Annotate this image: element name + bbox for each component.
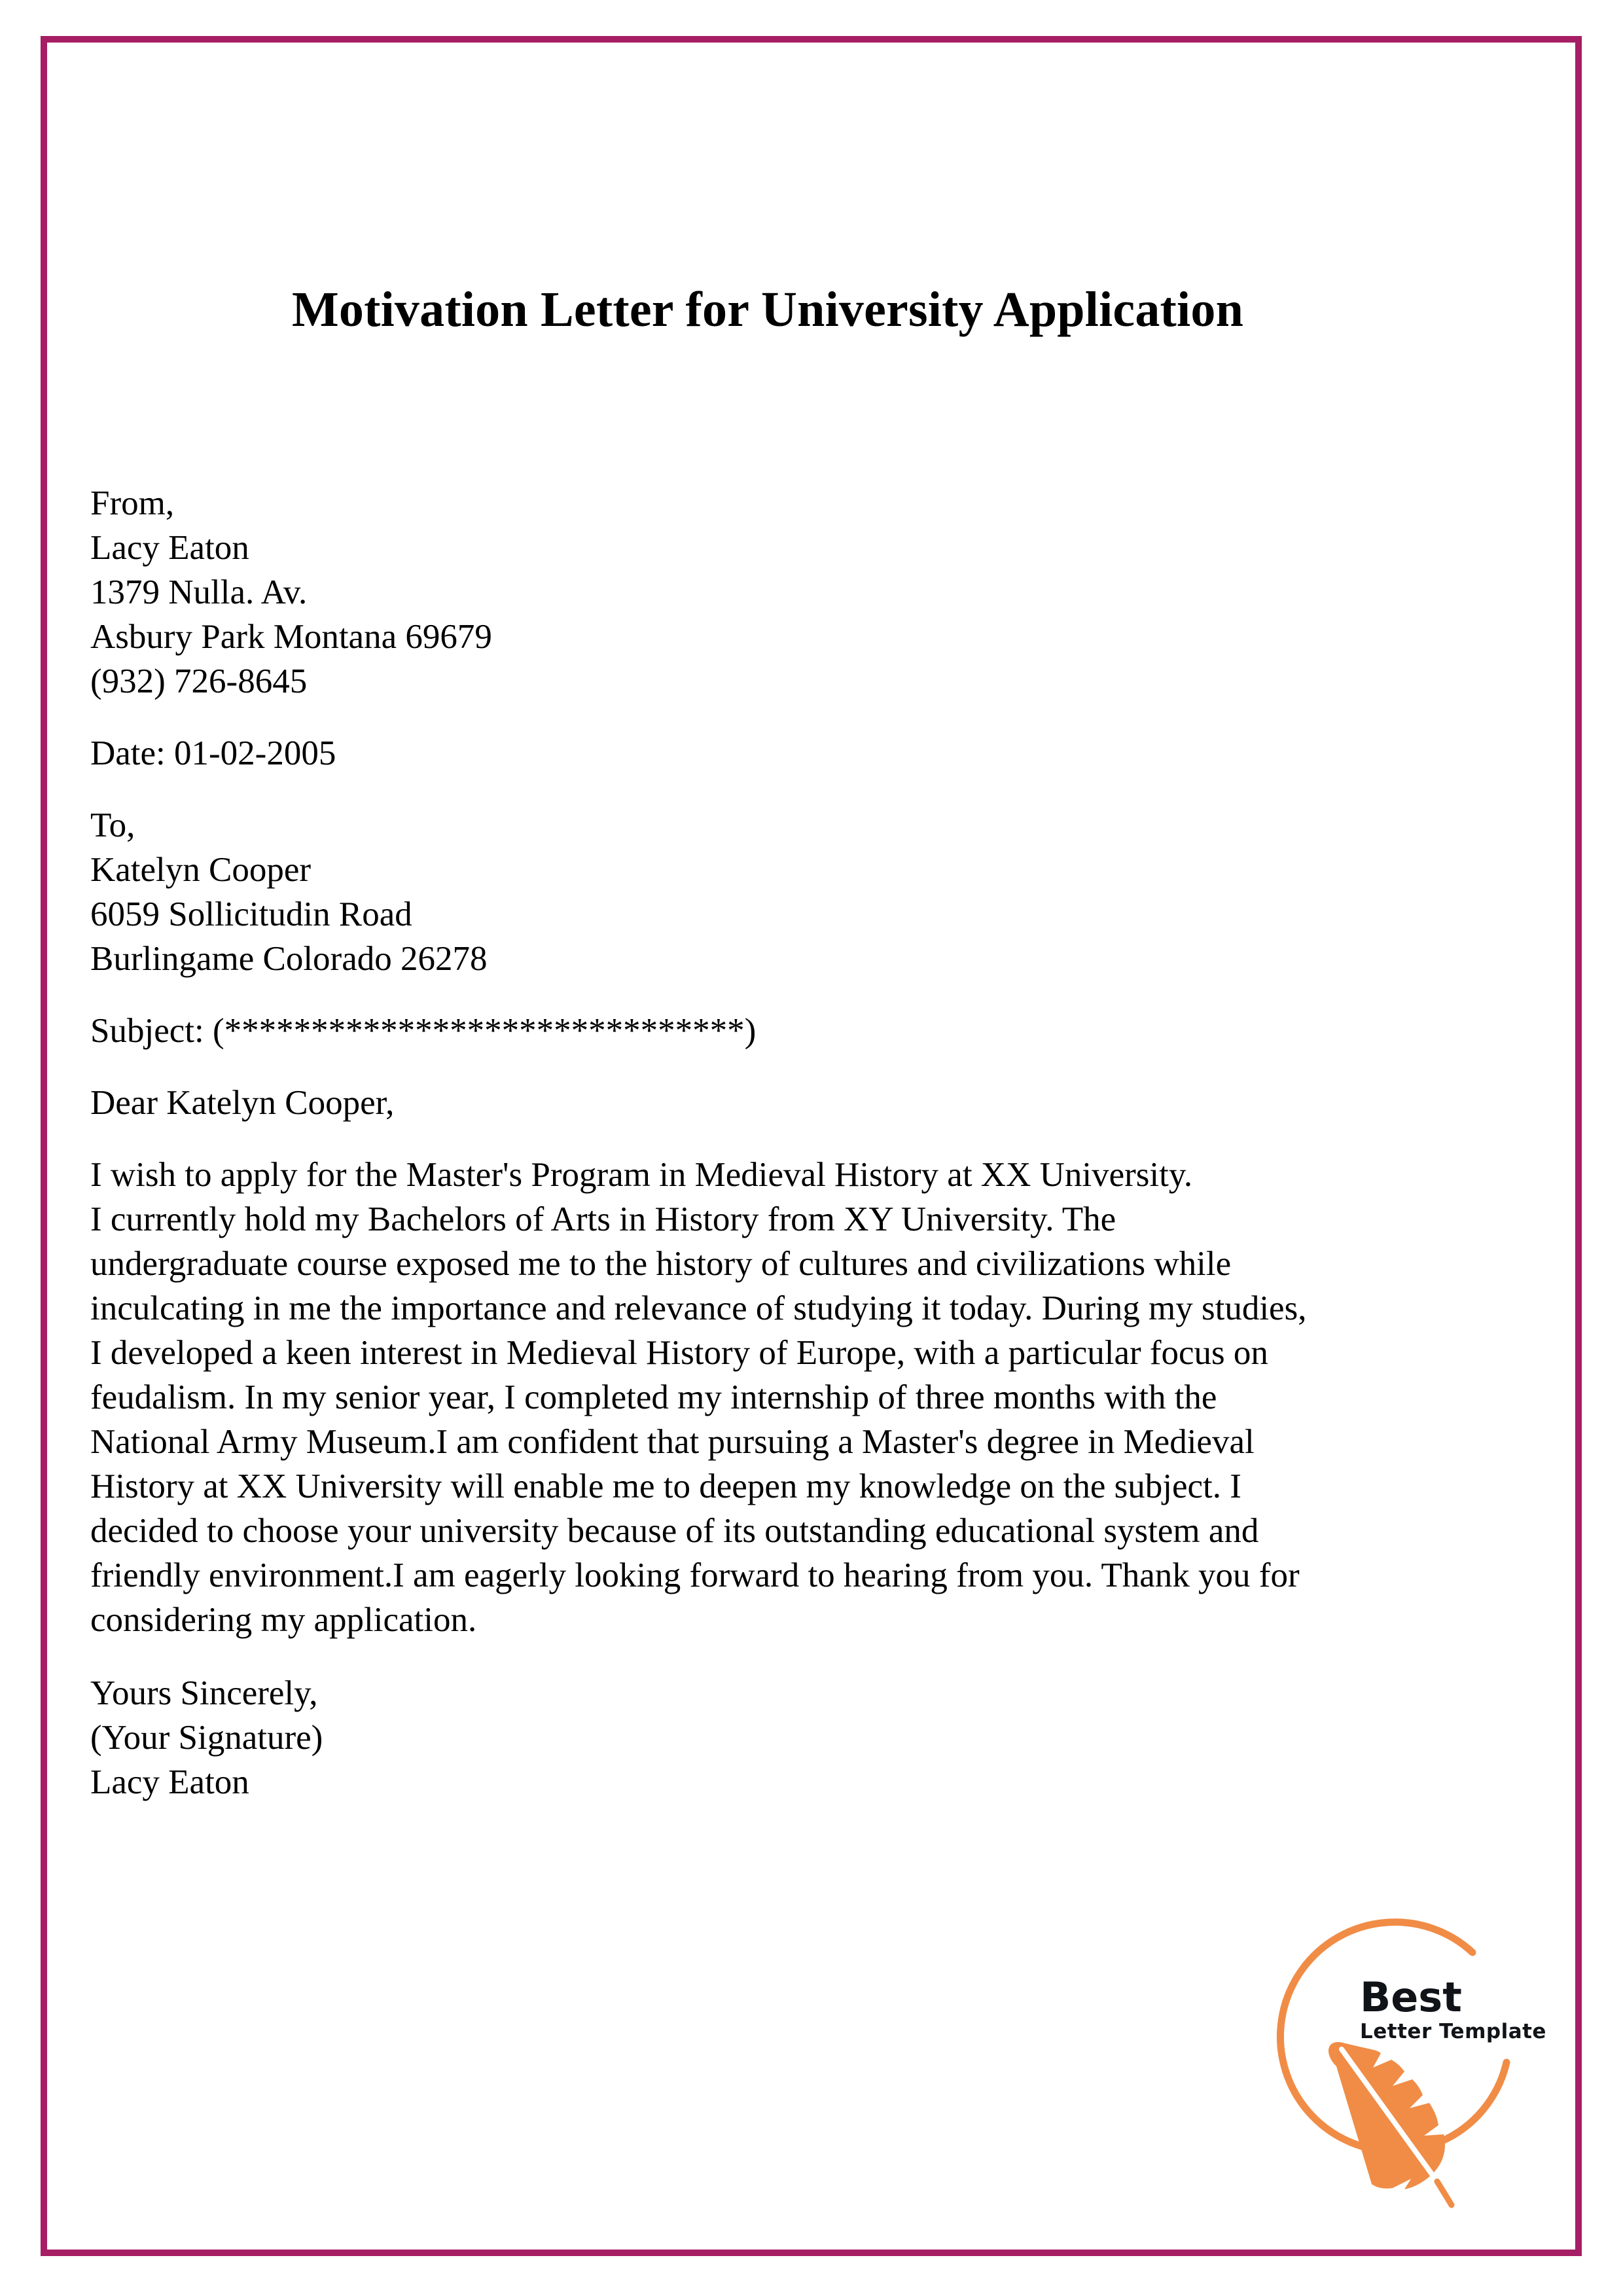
date-block: [90, 731, 1445, 776]
salutation-block: [90, 1081, 1445, 1125]
body-line: considering my application.: [90, 1601, 477, 1639]
letter-date: Date: 01-02-2005: [90, 734, 336, 772]
body-line: inculcating in me the importance and relevance of studying it today. During my studies,: [90, 1289, 1307, 1327]
body-line: undergraduate course exposed me to the history of cultures and civilizations while: [90, 1245, 1232, 1283]
recipient-city-state-zip: Burlingame Colorado 26278: [90, 940, 488, 978]
recipient-name: Katelyn Cooper: [90, 851, 312, 889]
recipient-address-block: [90, 803, 1445, 981]
body-line: History at XX University will enable me to deepen my knowledge on the subject. I: [90, 1467, 1241, 1505]
letter-body-paragraph: [90, 1153, 1445, 1642]
body-line: I developed a keen interest in Medieval History of Europe, with a particular focus on: [90, 1334, 1268, 1372]
body-line: feudalism. In my senior year, I completed my internship of three months with the: [90, 1378, 1217, 1416]
page-title: Motivation Letter for University Application: [291, 282, 1244, 337]
body-line: I wish to apply for the Master's Program in Medieval History at XX University.: [90, 1156, 1193, 1194]
sender-city-state-zip: Asbury Park Montana 69679: [90, 618, 492, 656]
sender-label: From,: [90, 484, 175, 522]
quill-circle-icon: [1276, 1914, 1551, 2209]
sender-address-block: [90, 481, 1445, 704]
subject-block: [90, 1009, 1445, 1053]
sender-phone: (932) 726-8645: [90, 662, 308, 700]
closing-block: [90, 1671, 1445, 1804]
recipient-label: To,: [90, 806, 135, 844]
body-line: decided to choose your university because of its outstanding educational system and: [90, 1512, 1259, 1550]
closing-sincerely: Yours Sincerely,: [90, 1674, 318, 1712]
closing-name: Lacy Eaton: [90, 1763, 249, 1801]
body-line: friendly environment.I am eagerly looking forward to hearing from you. Thank you for: [90, 1556, 1300, 1594]
logo-secondary-text: Letter Template: [1360, 2020, 1546, 2043]
signature-placeholder: (Your Signature): [90, 1719, 323, 1757]
body-line: I currently hold my Bachelors of Arts in History from XY University. The: [90, 1200, 1116, 1238]
recipient-street: 6059 Sollicitudin Road: [90, 895, 412, 933]
logo-primary-text: Best: [1360, 1973, 1462, 2021]
salutation: Dear Katelyn Cooper,: [90, 1084, 395, 1122]
best-letter-template-logo: [1276, 1914, 1551, 2209]
body-line: National Army Museum.I am confident that pursuing a Master's degree in Medieval: [90, 1423, 1255, 1461]
letter-body-area: [90, 481, 1445, 1804]
subject-line: Subject: (******************************): [90, 1012, 757, 1050]
sender-name: Lacy Eaton: [90, 529, 249, 567]
sender-street: 1379 Nulla. Av.: [90, 573, 308, 611]
logo-wordmark: [1360, 1973, 1556, 2045]
